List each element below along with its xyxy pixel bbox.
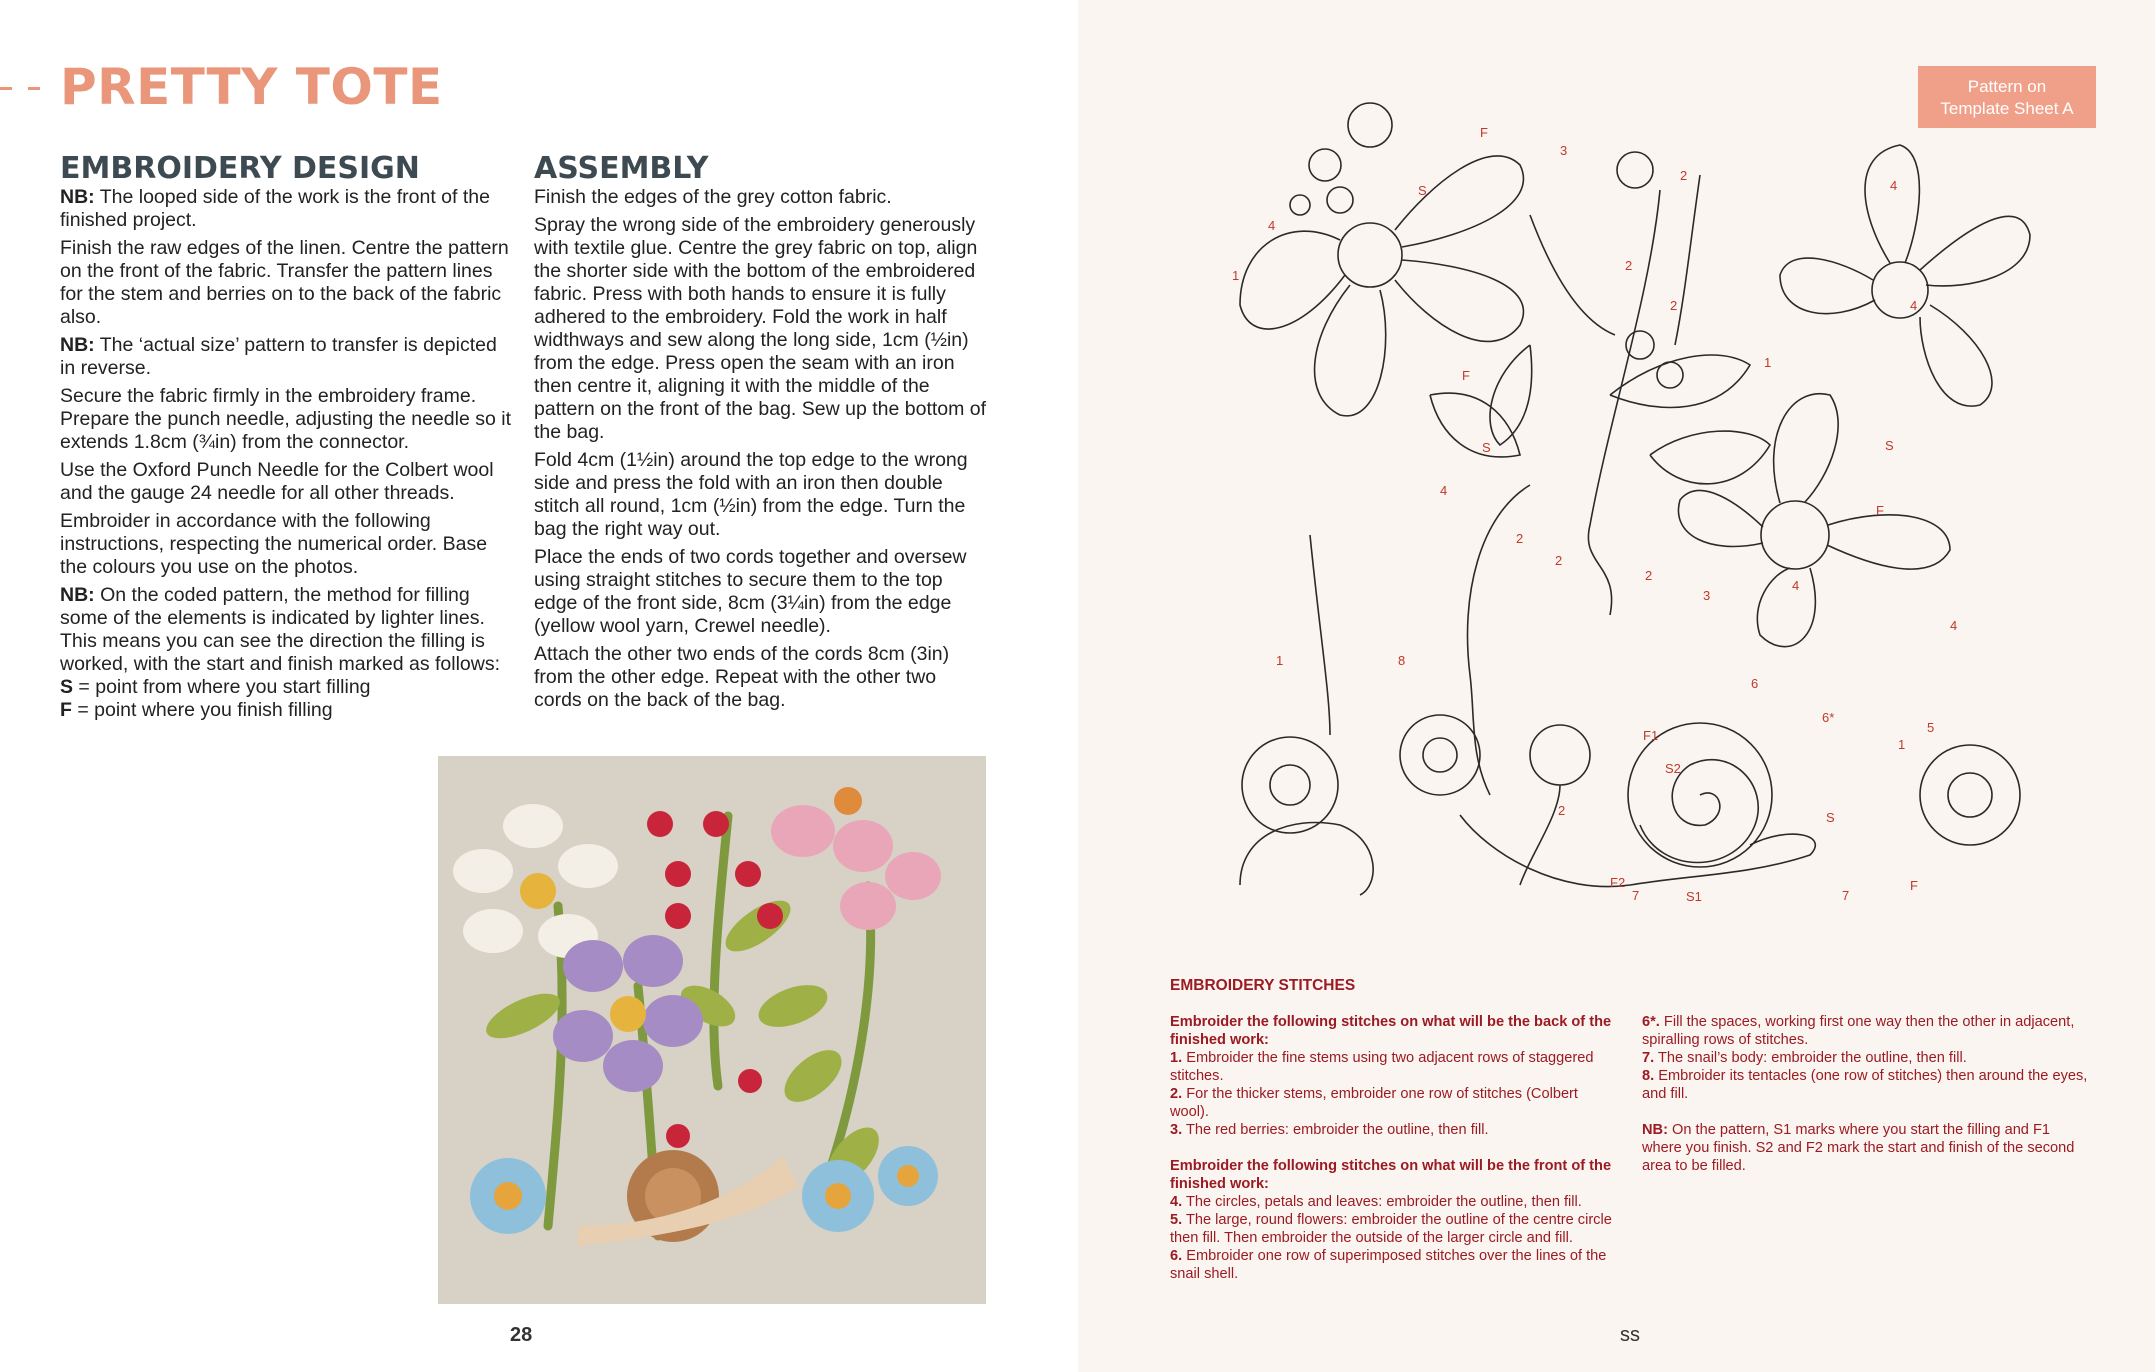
- pattern-label: F: [1876, 503, 1884, 518]
- pattern-label: S1: [1686, 889, 1702, 904]
- pattern-label: 1: [1276, 653, 1284, 668]
- pattern-label: 1: [1898, 737, 1906, 752]
- pattern-label: 5: [1927, 720, 1935, 735]
- assembly-column: [534, 152, 989, 717]
- page-number-left: 28: [510, 1324, 533, 1346]
- pattern-label: 2: [1625, 258, 1633, 273]
- page-number-right: ss: [1620, 1324, 1640, 1346]
- stitch-step: 6. Embroider one row of superimposed stitches over the lines of the snail shell.: [1170, 1248, 1607, 1282]
- pattern-label: 2: [1558, 803, 1566, 818]
- pattern-label: 4: [1440, 483, 1448, 498]
- pattern-label: S: [1885, 438, 1894, 453]
- paragraph: NB: On the coded pattern, the method for filling some of the elements is indicated by lighter lines. This means you can see the direction the filling is worked, with the start and finish marked as follows:: [60, 584, 501, 675]
- stitch-step: 4. The circles, petals and leaves: embroider the outline, then fill.: [1170, 1194, 1582, 1210]
- legend-finish: F = point where you finish filling: [60, 699, 333, 721]
- stitch-note: NB: On the pattern, S1 marks where you start the filling and F1 where you finish. S2 and F2 mark the start and finish of the second area to be filled.: [1642, 1122, 2075, 1174]
- pattern-label: 4: [1910, 298, 1918, 313]
- pattern-label: 2: [1645, 568, 1653, 583]
- pattern-label: S: [1482, 440, 1491, 455]
- stitch-step: 7. The snail’s body: embroider the outline, then fill.: [1642, 1050, 1967, 1066]
- paragraph: Use the Oxford Punch Needle for the Colbert wool and the gauge 24 needle for all other threads.: [60, 459, 494, 504]
- pattern-label: 3: [1703, 588, 1711, 603]
- page-title: PRETTY TOTE: [60, 58, 443, 116]
- title-dash: [28, 87, 40, 90]
- front-heading: Embroider the following stitches on what will be the front of the finished work:: [1170, 1158, 1612, 1192]
- pattern-label: S: [1826, 810, 1835, 825]
- pattern-label: 6*: [1822, 710, 1835, 725]
- pattern-label: 3: [1560, 143, 1568, 158]
- pattern-label: 4: [1950, 618, 1958, 633]
- back-heading: Embroider the following stitches on what will be the back of the finished work:: [1170, 1014, 1612, 1048]
- pattern-label: F: [1462, 368, 1470, 383]
- pattern-label: F1: [1643, 728, 1659, 743]
- pattern-label: S2: [1665, 761, 1681, 776]
- embroidery-photo: [438, 756, 986, 1304]
- pattern-label: 1: [1232, 268, 1240, 283]
- stitch-step: 3. The red berries: embroider the outline, then fill.: [1170, 1122, 1489, 1138]
- paragraph: Finish the raw edges of the linen. Centre the pattern on the front of the fabric. Transfer the pattern lines for the stem and berries on to the back of the fabric also.: [60, 237, 509, 328]
- paragraph: Finish the edges of the grey cotton fabric.: [534, 186, 892, 208]
- legend-start: S = point from where you start filling: [60, 676, 371, 698]
- assembly-heading: ASSEMBLY: [534, 151, 709, 186]
- badge-line: Template Sheet A: [1940, 99, 2074, 118]
- stitch-step: 1. Embroider the fine stems using two adjacent rows of staggered stitches.: [1170, 1050, 1594, 1084]
- stitch-step: 6*. Fill the spaces, working first one way then the other in adjacent, spiralling rows of stitches.: [1642, 1014, 2075, 1048]
- pattern-label: S: [1418, 183, 1427, 198]
- paragraph: Secure the fabric firmly in the embroidery frame. Prepare the punch needle, adjusting the needle so it extends 1.8cm (¾in) from the connector.: [60, 385, 511, 453]
- pattern-label: 7: [1842, 888, 1850, 903]
- pattern-label: 2: [1670, 298, 1678, 313]
- pattern-label: 6: [1751, 676, 1759, 691]
- pattern-label: F2: [1610, 875, 1626, 890]
- paragraph: Spray the wrong side of the embroidery generously with textile glue. Centre the grey fabric on top, align the shorter side with the bottom of the embroidered fabric. Press with both hands to ensure it is fully adhered to the embroidery. Fold the work in half widthways and sew along the long side, 1cm (½in) from the edge. Press open the seam with an iron then centre it, aligning it with the middle of the pattern on the front of the bag. Sew up the bottom of the bag.: [534, 214, 987, 443]
- pattern-label: F: [1480, 125, 1488, 140]
- pattern-label: 4: [1890, 178, 1898, 193]
- stitch-step: 5. The large, round flowers: embroider the outline of the centre circle then fill. Then embroider the outside of the larger circle and fill.: [1170, 1212, 1612, 1246]
- paragraph: Fold 4cm (1½in) around the top edge to the wrong side and press the fold with an iron then double stitch all round, 1cm (½in) from the edge. Turn the bag the right way out.: [534, 449, 968, 540]
- stitches-left-column: [1170, 1013, 1618, 1283]
- pattern-diagram: [1230, 95, 2050, 930]
- paragraph: NB: The ‘actual size’ pattern to transfer is depicted in reverse.: [60, 334, 497, 379]
- pattern-label: 4: [1268, 218, 1276, 233]
- paragraph: Place the ends of two cords together and oversew using straight stitches to secure them to the top edge of the front side, 8cm (3¼in) from the edge (yellow wool yarn, Crewel needle).: [534, 546, 967, 637]
- pattern-label: 2: [1555, 553, 1563, 568]
- embroidery-design-column: [60, 152, 515, 727]
- title-dash: [0, 87, 12, 90]
- pattern-label: 8: [1398, 653, 1406, 668]
- pattern-label: F: [1910, 878, 1918, 893]
- stitch-step: 8. Embroider its tentacles (one row of stitches) then around the eyes, and fill.: [1642, 1068, 2088, 1102]
- pattern-label: 1: [1764, 355, 1772, 370]
- badge-line: Pattern on: [1967, 77, 2047, 96]
- pattern-label: 2: [1516, 531, 1524, 546]
- pattern-label: 7: [1632, 888, 1640, 903]
- stitches-right-column: [1642, 1013, 2090, 1175]
- embroidery-design-heading: EMBROIDERY DESIGN: [60, 151, 420, 186]
- pattern-label: 4: [1792, 578, 1800, 593]
- paragraph: Attach the other two ends of the cords 8cm (3in) from the other edge. Repeat with the other two cords on the back of the bag.: [534, 643, 950, 711]
- stitches-title: EMBROIDERY STITCHES: [1170, 977, 1356, 994]
- stitch-step: 2. For the thicker stems, embroider one row of stitches (Colbert wool).: [1170, 1086, 1578, 1120]
- paragraph: Embroider in accordance with the following instructions, respecting the numerical order. Base the colours you use on the photos.: [60, 510, 488, 578]
- paragraph: NB: The looped side of the work is the front of the finished project.: [60, 186, 490, 231]
- pattern-label: 2: [1680, 168, 1688, 183]
